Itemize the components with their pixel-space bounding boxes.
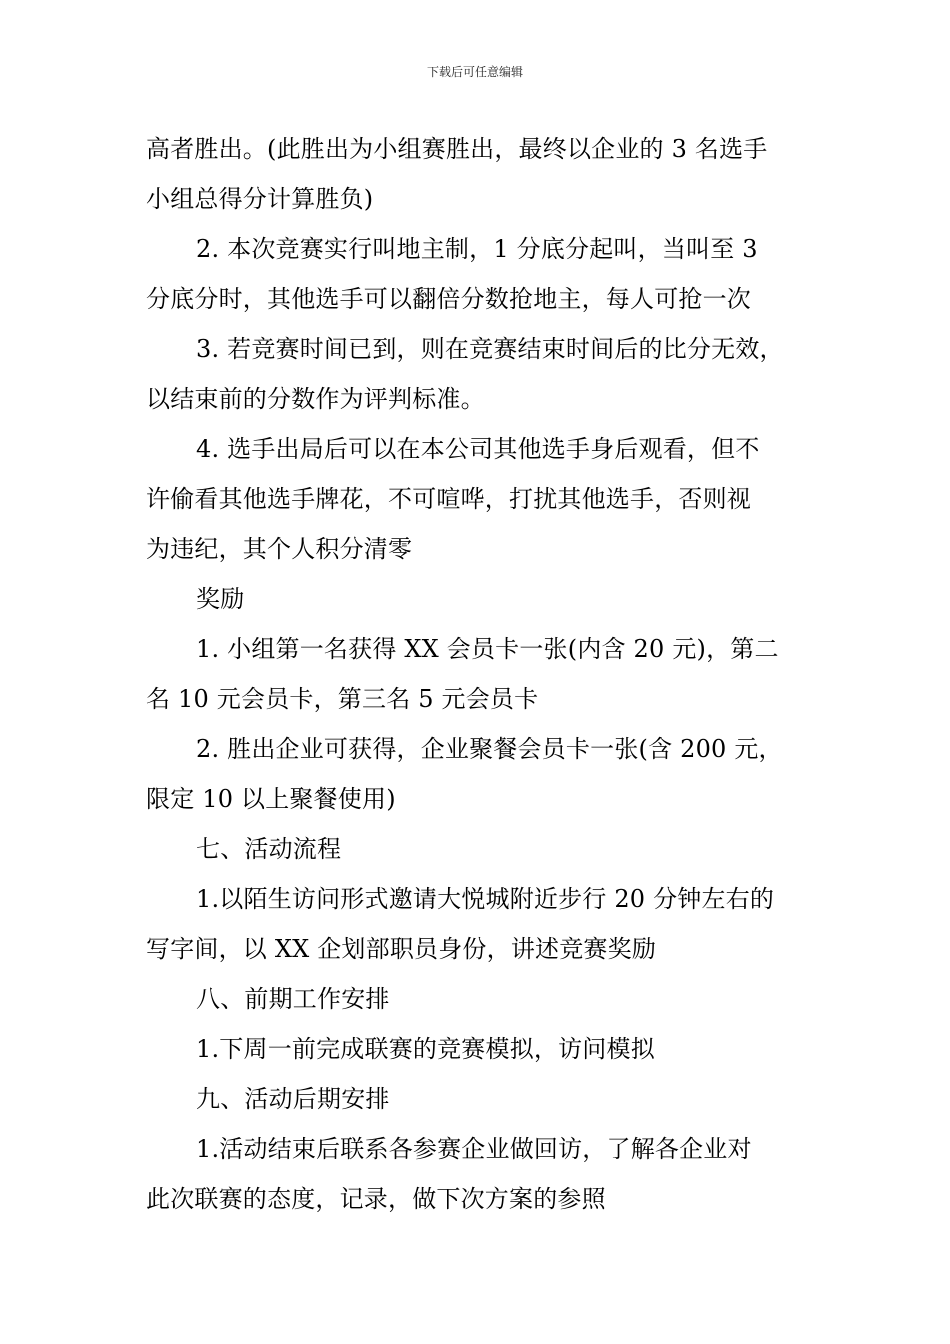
list-item-2: 2. 本次竞赛实行叫地主制，1 分底分起叫，当叫至 3 (196, 235, 758, 263)
reward-item-1: 1. 小组第一名获得 XX 会员卡一张(内含 20 元)，第二 (196, 635, 779, 663)
section-heading-rewards: 奖励 (196, 585, 245, 613)
reward-item-2: 2. 胜出企业可获得，企业聚餐会员卡一张(含 200 元， (196, 735, 783, 763)
section-heading-7: 七、活动流程 (196, 835, 342, 863)
text-line: 分底分时，其他选手可以翻倍分数抢地主，每人可抢一次 (146, 285, 751, 313)
text-line: 名 10 元会员卡，第三名 5 元会员卡 (146, 685, 539, 713)
text-line: 以结束前的分数作为评判标准。 (146, 385, 485, 413)
text-line: 为违纪，其个人积分清零 (146, 535, 413, 563)
text-line: 小组总得分计算胜负) (146, 185, 374, 213)
prep-item-1: 1.下周一前完成联赛的竞赛模拟，访问模拟 (196, 1035, 655, 1063)
text-line: 写字间，以 XX 企划部职员身份，讲述竞赛奖励 (146, 935, 657, 963)
list-item-3: 3. 若竞赛时间已到，则在竞赛结束时间后的比分无效， (196, 335, 784, 363)
list-item-4: 4. 选手出局后可以在本公司其他选手身后观看，但不 (196, 435, 760, 463)
section-heading-9: 九、活动后期安排 (196, 1085, 390, 1113)
section-heading-8: 八、前期工作安排 (196, 985, 390, 1013)
process-item-1: 1.以陌生访问形式邀请大悦城附近步行 20 分钟左右的 (196, 885, 775, 913)
text-line: 限定 10 以上聚餐使用) (146, 785, 396, 813)
followup-item-1: 1.活动结束后联系各参赛企业做回访，了解各企业对 (196, 1135, 752, 1163)
text-line: 此次联赛的态度，记录，做下次方案的参照 (146, 1185, 606, 1213)
page-header: 下载后可任意编辑 (426, 65, 523, 79)
document-body (146, 124, 810, 1224)
text-line: 高者胜出。(此胜出为小组赛胜出，最终以企业的 3 名选手 (146, 135, 768, 163)
text-line: 许偷看其他选手牌花，不可喧哗，打扰其他选手，否则视 (146, 485, 751, 513)
